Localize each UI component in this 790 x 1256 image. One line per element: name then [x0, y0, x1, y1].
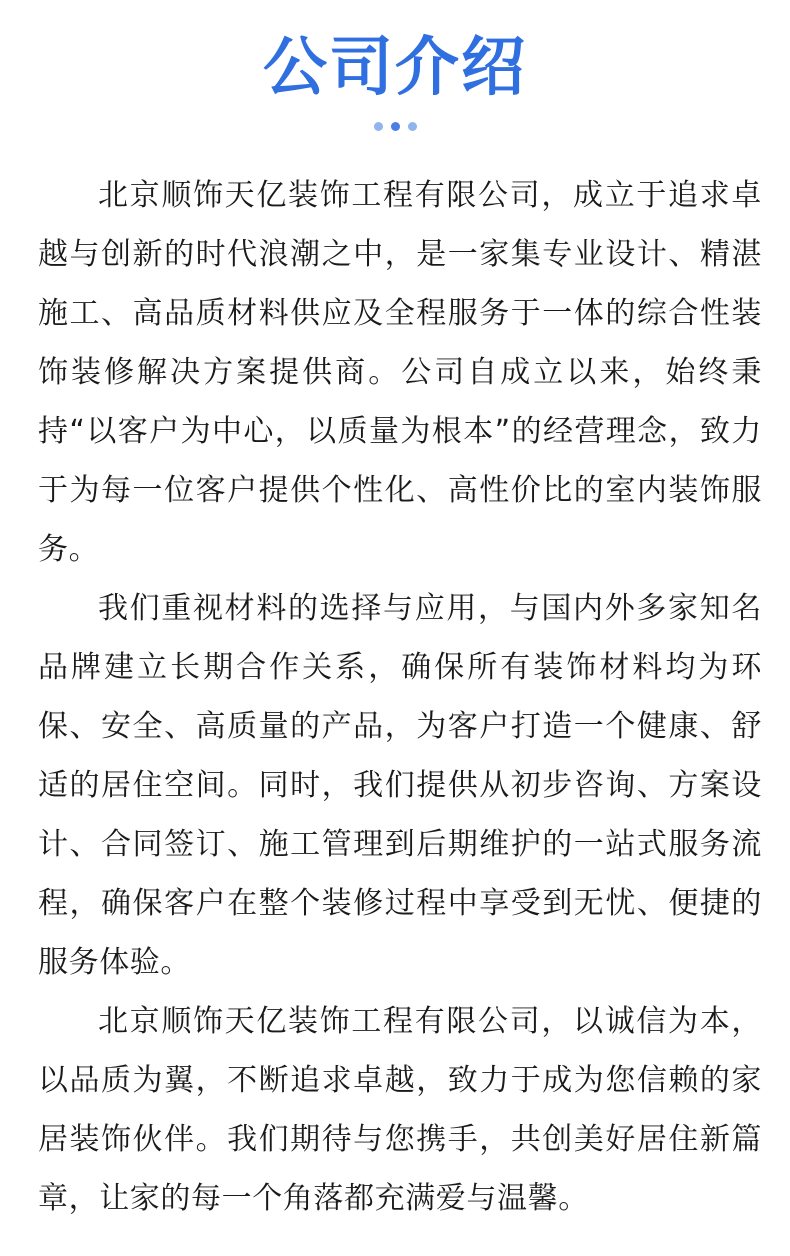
intro-paragraph-3: 北京顺饰天亿装饰工程有限公司，以诚信为本，以品质为翼，不断追求卓越，致力于成为您信赖的家居装饰伙伴。我们期待与您携手，共创美好居住新篇章，让家的每一个角落都充满爱与温馨。 [38, 1004, 762, 1216]
decoration-dot-icon [391, 122, 400, 131]
decoration-dot-icon [408, 122, 417, 131]
title-decoration-dots [0, 122, 790, 134]
intro-paragraph-1: 北京顺饰天亿装饰工程有限公司，成立于追求卓越与创新的时代浪潮之中，是一家集专业设计、精湛施工、高品质材料供应及全程服务于一体的综合性装饰装修解决方案提供商。公司自成立以来，始终秉持“以客户为中心，以质量为根本”的经营理念，致力于为每一位客户提供个性化、高性价比的室内装饰服务。 [38, 178, 762, 567]
intro-paragraph-2: 我们重视材料的选择与应用，与国内外多家知名品牌建立长期合作关系，确保所有装饰材料均为环保、安全、高质量的产品，为客户打造一个健康、舒适的居住空间。同时，我们提供从初步咨询、方案设计、合同签订、施工管理到后期维护的一站式服务流程，确保客户在整个装修过程中享受到无忧、便捷的服务体验。 [38, 591, 762, 980]
company-intro-body [38, 166, 762, 1228]
page-title: 公司介绍 [263, 31, 527, 105]
header [0, 22, 790, 134]
decoration-dot-icon [374, 122, 383, 131]
